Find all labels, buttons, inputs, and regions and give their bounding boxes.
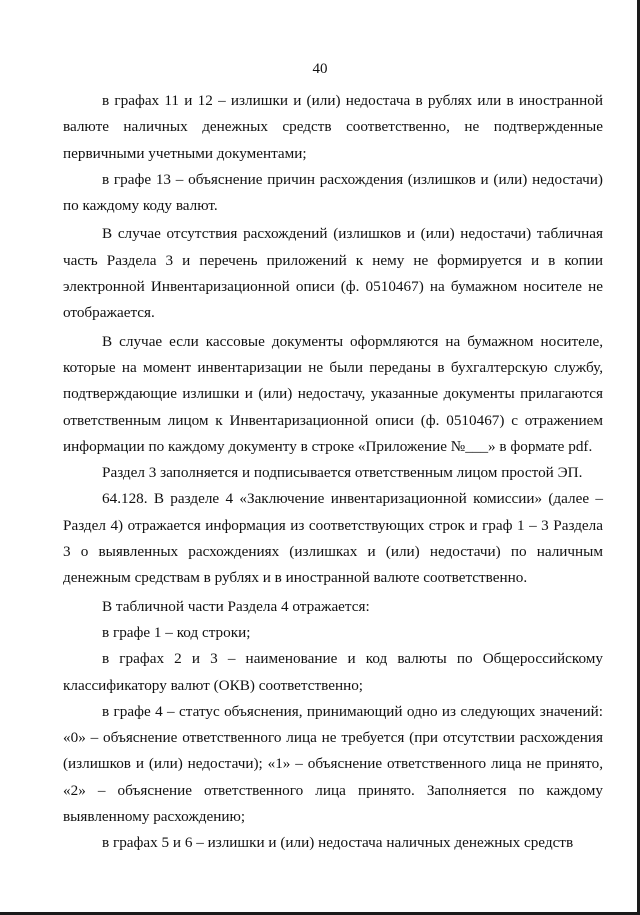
paragraph-no-discrepancies: В случае отсутствия расхождений (излишков и (или) недостачи) табличная часть Раздела 3 и перечень приложений к нему не формируется и в копии электронной Инвентаризационной описи (ф. 0510467) на бумажном носителе не отображается. <box>63 225 603 322</box>
paragraph-64-128: 64.128. В разделе 4 «Заключение инвентаризационной комиссии» (далее – Раздел 4) отражается информация из соответствующих строк и граф 1 – 3 Раздела 3 о выявленных расхождениях (излишках и (или) недостачи) по наличным денежным средствам в рублях и в иностранной валюте соответственно. <box>63 490 603 587</box>
paragraph-table-section-4: В табличной части Раздела 4 отражается: <box>102 597 370 615</box>
paragraph-graph-13: в графе 13 – объяснение причин расхождения (излишков и (или) недостачи) по каждому коду валют. <box>63 170 603 215</box>
paragraph-graphs-5-6: в графах 5 и 6 – излишки и (или) недостача наличных денежных средств <box>102 834 574 852</box>
paragraph-graph-4: в графе 4 – статус объяснения, принимающий одно из следующих значений: «0» – объяснение ответственного лица не требуется (при отсутствии расхождения (излишков и (или) недостачи); «1» – объяснение ответственного лица не принято, «2» – объяснение ответственного лица принято. Заполняется по каждому выявленному расхождению; <box>63 702 603 826</box>
paragraph-paper-documents: В случае если кассовые документы оформляются на бумажном носителе, которые на момент инвентаризации не были переданы в бухгалтерскую службу, подтверждающие излишки и (или) недостачу, указанные документы прилагаются ответственным лицом к Инвентаризационной описи (ф. 0510467) с отражением информации по каждому документу в строке «Приложение №___» в формате pdf. <box>63 332 603 455</box>
document-body <box>63 88 603 857</box>
page-number: 40 <box>312 61 328 77</box>
paragraph-section-3-signed: Раздел 3 заполняется и подписывается ответственным лицом простой ЭП. <box>102 464 583 482</box>
paragraph-graphs-11-12: в графах 11 и 12 – излишки и (или) недостача в рублях или в иностранной валюте наличных денежных средств соответственно, не подтвержденные первичными учетными документами; <box>63 92 603 162</box>
paragraph-graph-1: в графе 1 – код строки; <box>102 623 251 641</box>
paragraph-graphs-2-3: в графах 2 и 3 – наименование и код валюты по Общероссийскому классификатору валют (ОКВ) соответственно; <box>63 650 603 694</box>
